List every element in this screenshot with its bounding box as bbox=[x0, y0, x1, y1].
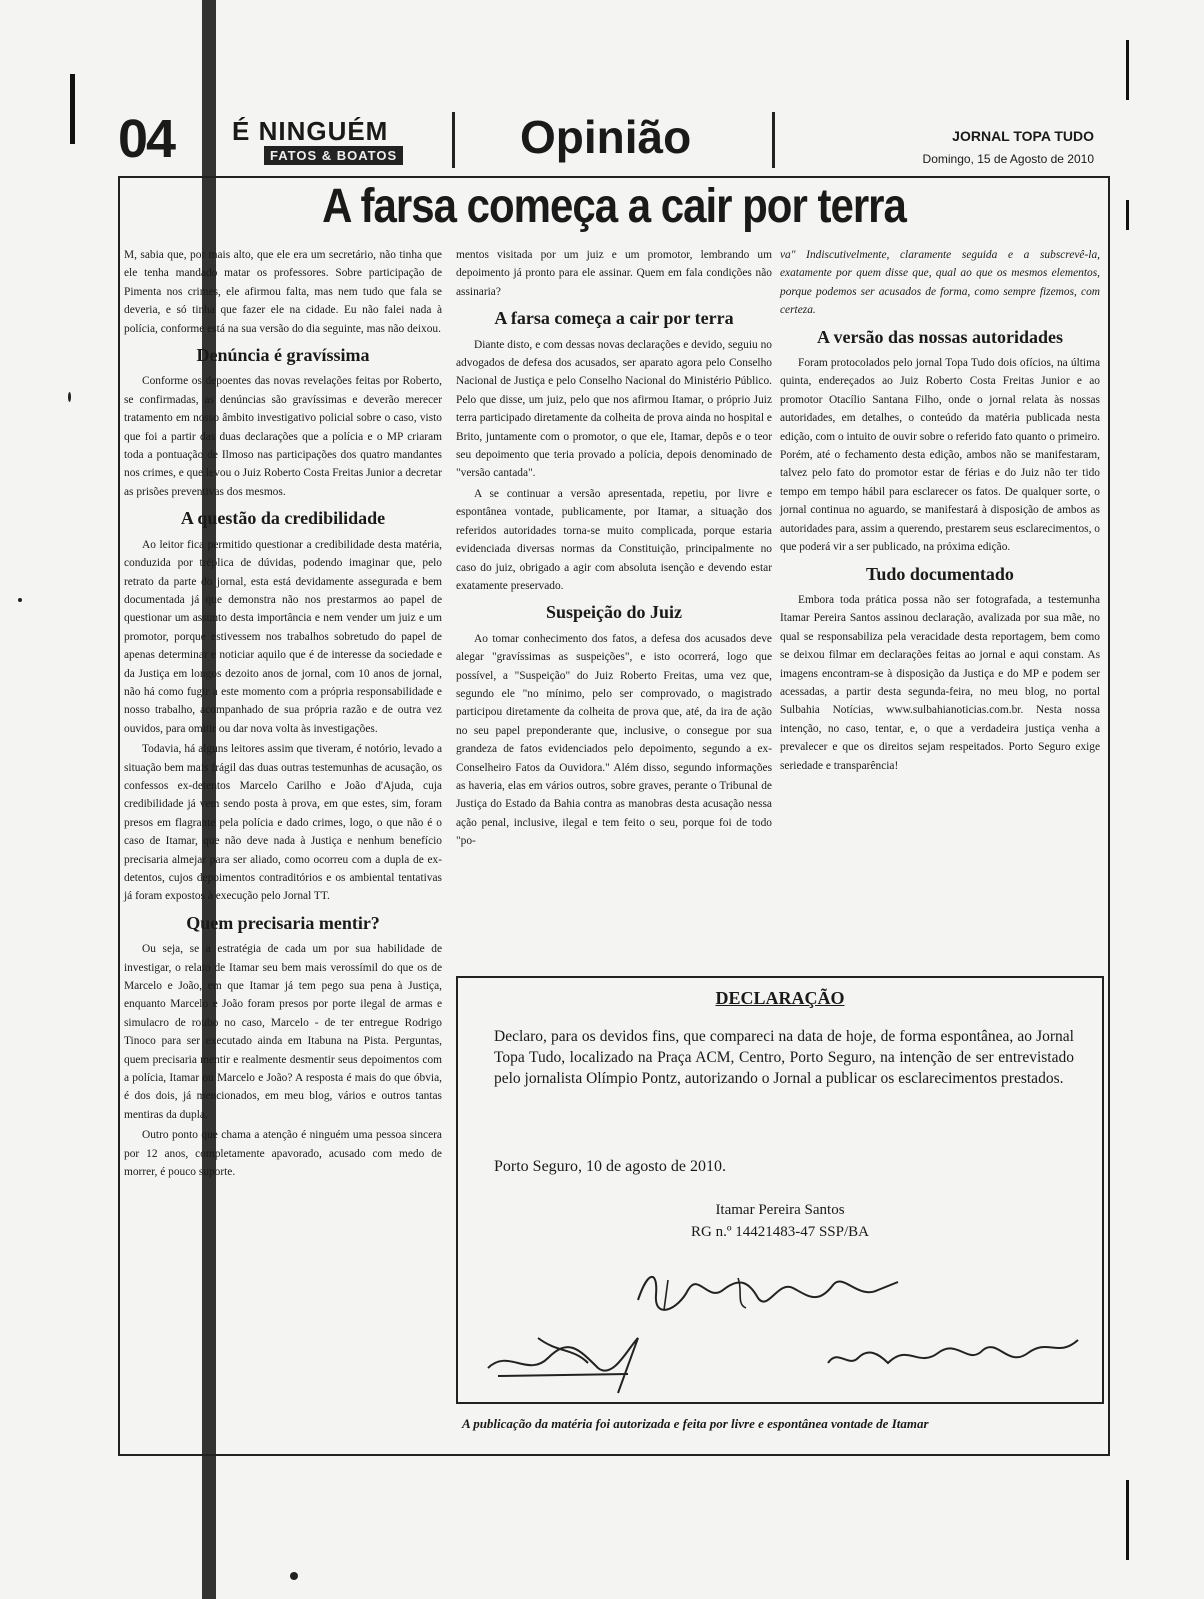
article-column-2 bbox=[456, 246, 772, 853]
declarant-id: RG n.º 14421483-47 SSP/BA bbox=[690, 1224, 869, 1240]
issue-date: Domingo, 15 de Agosto de 2010 bbox=[922, 152, 1094, 166]
article-column-3 bbox=[780, 246, 1100, 777]
signature-witness-left bbox=[478, 1318, 678, 1398]
scan-speck bbox=[290, 1572, 298, 1580]
signature-witness-right bbox=[818, 1328, 1088, 1378]
declaration-place-date: Porto Seguro, 10 de agosto de 2010. bbox=[494, 1158, 726, 1175]
subheading: Quem precisaria mentir? bbox=[186, 912, 380, 933]
subheading: A questão da credibilidade bbox=[180, 508, 386, 529]
scan-speck bbox=[18, 598, 22, 602]
newspaper-name: JORNAL TOPA TUDO bbox=[952, 128, 1094, 144]
paragraph: va" Indiscutivelmente, claramente seguida e a subscrevê-la, exatamente por quem disse que, qual ao que os mesmos elementos, porque podemos ser acusados de forma, como sempre fizemos, com certeza. bbox=[780, 249, 1100, 317]
paragraph: Todavia, há alguns leitores assim que tiveram, é notório, levado a situação bem mais frágil das duas outras testemunhas de acusação, os confessos ex-detentos Marcelo Carilho e João d'Ajuda, cuja credibilidade já vem sendo posta à prova, em que estes, sim, foram presos em flagrante pela polícia e dado crimes, logo, o que não é o caso de Itamar, que não deve nada à Justiça e nenhum benefício precisaria almejar para ser aliado, como ocorreu com a dupla de ex-detentos, cujos depoimentos contraditórios e os ambiental tentativas já foram expostos à execução pelo Jornal TT. bbox=[124, 743, 442, 903]
paragraph: Outro ponto que chama a atenção é ninguém uma pessoa sincera por 12 anos, completamente apavorado, acusado com medo de morrer, é pouco suporte. bbox=[124, 1129, 442, 1179]
paragraph: Conforme os depoentes das novas revelações feitas por Roberto, se confirmadas, as denúncias são gravíssimas e deverão merecer tratamento em nosso âmbito investigativo policial sobre o caso, visto que foi a partir das duas declarações que a polícia e o MP criaram toda a pontuação de Ilmoso nas participações dos quatro mandantes nos crimes, e que levou o Juiz Roberto Costa Freitas Junior a decretar as prisões preventivas dos mesmos. bbox=[124, 375, 442, 498]
section-title: Opinião bbox=[520, 111, 692, 163]
paragraph: M, sabia que, por mais alto, que ele era um secretário, não tinha que ele tenha mandado matar os professores. Sobre participação de Pimenta nos crimes, ele afirmou falta, mas nem tudo que fala se deveria, e só tinha que fazer ele na cidade. Eu não falei nada à polícia, conforme está na sua versão do dia seguinte, mas não deixou. bbox=[124, 249, 442, 335]
declarant-name: Itamar Pereira Santos bbox=[715, 1202, 845, 1218]
header-divider bbox=[452, 112, 455, 168]
scan-artifact-right-edge bbox=[1126, 200, 1129, 230]
paragraph: Diante disto, e com dessas novas declarações e devido, seguiu no advogados de defesa dos acusados, ser aparato agora pelo Conselho Nacional de Justiça e pelo Conselho Nacional do Ministério Público. Pelo que disse, um juiz, pelo que nos afirmou Itamar, o próprio Juiz terra participado diretamente da colheita de prova ainda no hospital e Brito, juntamente com o promotor, o que ele, Itamar, depôs e o teor seu depoimento que teria provado a polícia, depois denominado de "versão cantada". bbox=[456, 338, 772, 480]
publication-authorization-note: A publicação da matéria foi autorizada e feita por livre e espontânea vontade de Itamar bbox=[462, 1416, 929, 1431]
declaration-box bbox=[456, 976, 1104, 1404]
column-masthead: É NINGUÉM bbox=[232, 116, 389, 146]
subheading: Suspeição do Juiz bbox=[545, 602, 683, 623]
page-number: 04 bbox=[118, 109, 175, 169]
header-divider bbox=[772, 112, 775, 168]
article-column-1 bbox=[124, 246, 442, 1184]
scan-artifact-right-edge bbox=[1126, 1480, 1129, 1560]
scan-artifact-right-edge bbox=[1126, 40, 1129, 100]
declaration-body: Declaro, para os devidos fins, que compareci na data de hoje, de forma espontânea, ao Jornal Topa Tudo, localizado na Praça ACM, Centro, Porto Seguro, na intenção de ser entrevistado pelo jornalista Olímpio Pontz, autorizando o Jornal a publicar os esclarecimentos prestados. bbox=[494, 1028, 1074, 1087]
scan-speck bbox=[68, 392, 71, 402]
paragraph: Ao tomar conhecimento dos fatos, a defesa dos acusados deve alegar "gravíssimas as suspeições", e isto ocorrerá, logo que possível, a "Suspeição" do Juiz Roberto Freitas, uma vez que, segundo ele "no mínimo, pelo ser comprovado, o magistrado participou diretamente da colheita de prova que, até, da ira de ação no seu papel preponderante que, inclusive, o consegue por sua grandeza de fatos evidenciados pelo depoimento, segundo a ex-Conselheiro Fatos da Ouvidora." Além disso, segundo informações as haveria, elas em vários outros, sobre graves, perante o Tribunal de Justiça do Estado da Bahia contra as manobras desta acusação nessa ação penal, inclusive, ilegal e tem feito o seu, porque foi de todo "po- bbox=[456, 632, 772, 848]
subheading: A versão das nossas autoridades bbox=[816, 326, 1064, 347]
signature-declarant bbox=[628, 1260, 908, 1320]
subheading: Tudo documentado bbox=[866, 563, 1014, 584]
scan-artifact-left-mark bbox=[70, 74, 75, 144]
subheading: A farsa começa a cair por terra bbox=[494, 308, 734, 329]
paragraph: A se continuar a versão apresentada, repetiu, por livre e espontânea vontade, publicamente, por Itamar, a situação dos referidos autoridades torna-se muito complicada, porque estaria evidenciada diversas normas da Constituição, principalmente no caso do juiz, obrigado a agir com absoluta isenção e devendo estar exatamente preservado. bbox=[456, 487, 772, 592]
article-headline: A farsa começa a cair por terra bbox=[322, 178, 906, 233]
declaration-title: DECLARAÇÃO bbox=[715, 988, 845, 1008]
paragraph: mentos visitada por um juiz e um promotor, lembrando um depoimento já pronto para ele assinar. Quem em fala condições não assinaria? bbox=[456, 249, 772, 298]
paragraph: Embora toda prática possa não ser fotografada, a testemunha Itamar Pereira Santos assinou declaração, avalizada por sua mãe, no qual se responsabiliza pela veracidade desta reportagem, bem como se deixou filmar em declarações feitas ao jornal e aqui constam. As imagens encontram-se à disposição da Justiça e do MP e podem ser acessadas, a partir desta segunda-feira, no meu blog, no portal Sulbahia Notícias, www.sulbahianoticias.com.br. Nesta nossa intenção, no caso, tentar, e, o que a verdadeira justiça venha a prevalecer e que os direitos sejam respeitados. Porto Seguro exige seriedade e transparência! bbox=[780, 593, 1100, 772]
paragraph: Ao leitor fica permitido questionar a credibilidade desta matéria, conduzida por tréplica de dúvidas, podendo imaginar que, pelo retrato da parte do jornal, esta está devidamente assegurada e bem documentada já que demonstra não nos prestarmos ao papel de questionar um assunto desta importância e nem vender um juiz e um promotor, porque estivessem nos trabalhos sobretudo do papel de apenas determinar e noticiar aquilo que é de interesse da sociedade e da Justiça em longos dezoito anos de jornal, com 10 anos de jornal, não há como fugir a este momento com a própria responsabilidade e nosso trabalho, acompanhado de sua própria razão e de outra vez ouvidos, para omitir ou dar nova volta às investigações. bbox=[124, 538, 442, 735]
column-masthead-badge: FATOS & BOATOS bbox=[264, 146, 403, 165]
subheading: Denúncia é gravíssima bbox=[196, 345, 370, 366]
paragraph: Foram protocolados pelo jornal Topa Tudo dois ofícios, na última quinta, endereçados ao Juiz Roberto Costa Freitas Junior e ao promotor Otacílio Santana Filho, onde o jornal relata às nossas autoridades, em detalhes, o conteúdo da matéria publicada nesta edição, com o intuito de ouvir sobre o referido fato quanto o primeiro. Porém, até o fechamento desta edição, ambos não se manifestaram, talvez pelo fato do promotor estar de férias e do Juiz não ter tido tempo em tempo hábil para esclarecer os fatos. De qualquer sorte, o jornal continua no aguardo, se manifestará à disposição de ambos as autoridades para, assim a querendo, prestarem seus esclarecimentos, o que poderá vir a ser publicado, na próxima edição. bbox=[780, 357, 1100, 554]
paragraph: Ou seja, se a estratégia de cada um por sua habilidade de investigar, o relato de Itamar seu bem mais verossímil do que os de Marcelo e João, em que Itamar já tem pego sua pena à Justiça, enquanto Marcelo e João foram presos por porte ilegal de armas e simulacro de roubo no caso, Marcelo - de ter entregue Rodrigo Tinoco para ser executado ainda em Itabuna na Pista. Perguntas, quem precisaria mentir e realmente desmentir seus depoimentos com a polícia, Itamar ou Marcelo e João? A resposta é mais do que óbvia, é dos dois, já mencionados, em meu blog, vários e outros tantas mentiras da dupla. bbox=[124, 943, 442, 1121]
